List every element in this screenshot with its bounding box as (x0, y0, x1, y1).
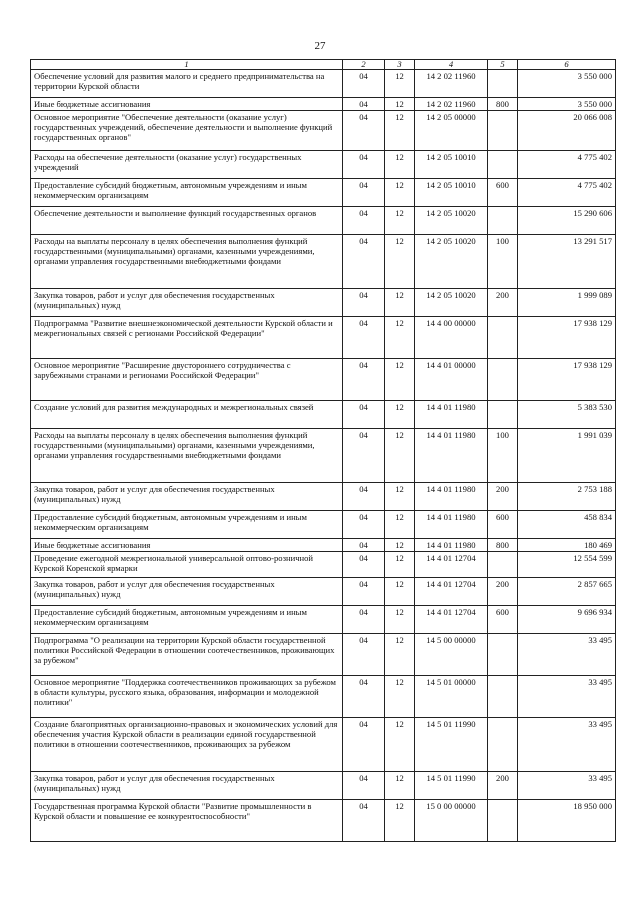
budget-table (30, 59, 616, 842)
row-expense-type-cell: 600 (488, 606, 518, 634)
row-target-article-cell: 15 0 00 00000 (415, 800, 488, 842)
row-subsection-cell: 12 (385, 235, 415, 289)
row-target-article-cell: 14 4 01 00000 (415, 359, 488, 401)
row-amount-cell: 4 775 402 (518, 151, 616, 179)
row-amount-cell: 180 469 (518, 539, 616, 552)
row-expense-type-cell (488, 151, 518, 179)
row-name-cell: Предоставление субсидий бюджетным, автономным учреждениям и иным некоммерческим организациям (31, 606, 343, 634)
table-row (31, 70, 616, 98)
row-subsection-cell: 12 (385, 634, 415, 676)
row-name-cell: Иные бюджетные ассигнования (31, 539, 343, 552)
row-expense-type-cell (488, 111, 518, 151)
row-name-cell: Закупка товаров, работ и услуг для обеспечения государственных (муниципальных) нужд (31, 483, 343, 511)
row-amount-cell: 13 291 517 (518, 235, 616, 289)
row-expense-type-cell (488, 317, 518, 359)
row-name-cell: Обеспечение деятельности и выполнение функций государственных органов (31, 207, 343, 235)
row-name-cell: Иные бюджетные ассигнования (31, 98, 343, 111)
row-name-cell: Основное мероприятие "Поддержка соотечественников проживающих за рубежом в области культуры, русского языка, образования, информации и молодежной политики" (31, 676, 343, 718)
row-section-cell: 04 (343, 207, 385, 235)
row-target-article-cell: 14 4 01 11980 (415, 483, 488, 511)
row-subsection-cell: 12 (385, 70, 415, 98)
row-section-cell: 04 (343, 401, 385, 429)
row-name-cell: Закупка товаров, работ и услуг для обеспечения государственных (муниципальных) нужд (31, 578, 343, 606)
row-section-cell: 04 (343, 289, 385, 317)
row-name-cell: Создание условий для развития международных и межрегиональных связей (31, 401, 343, 429)
row-section-cell: 04 (343, 772, 385, 800)
table-row (31, 359, 616, 401)
row-subsection-cell: 12 (385, 606, 415, 634)
row-expense-type-cell: 200 (488, 289, 518, 317)
row-target-article-cell: 14 2 05 10020 (415, 207, 488, 235)
row-expense-type-cell (488, 207, 518, 235)
row-subsection-cell: 12 (385, 401, 415, 429)
row-amount-cell: 1 991 039 (518, 429, 616, 483)
row-name-cell: Проведение ежегодной межрегиональной универсальной оптово-розничной Курской Коренской ярмарки (31, 552, 343, 578)
table-row (31, 552, 616, 578)
row-target-article-cell: 14 4 01 11980 (415, 539, 488, 552)
row-section-cell: 04 (343, 70, 385, 98)
row-target-article-cell: 14 2 05 10010 (415, 179, 488, 207)
table-row (31, 772, 616, 800)
row-target-article-cell: 14 4 01 12704 (415, 578, 488, 606)
row-amount-cell: 9 696 934 (518, 606, 616, 634)
table-row (31, 634, 616, 676)
row-section-cell: 04 (343, 578, 385, 606)
row-amount-cell: 33 495 (518, 634, 616, 676)
row-section-cell: 04 (343, 359, 385, 401)
row-target-article-cell: 14 4 01 12704 (415, 606, 488, 634)
row-name-cell: Подпрограмма "О реализации на территории Курской области государственной политики Российской Федерации в отношении соотечественников, проживающих за рубежом" (31, 634, 343, 676)
table-row (31, 151, 616, 179)
row-subsection-cell: 12 (385, 151, 415, 179)
row-amount-cell: 33 495 (518, 772, 616, 800)
row-amount-cell: 33 495 (518, 718, 616, 772)
table-body (31, 70, 616, 842)
row-amount-cell: 12 554 599 (518, 552, 616, 578)
row-name-cell: Расходы на выплаты персоналу в целях обеспечения выполнения функций государственными (муниципальными) органами, казенными учреждениями, органами управления государственными внебюджетными фондами (31, 235, 343, 289)
row-amount-cell: 18 950 000 (518, 800, 616, 842)
table-row (31, 98, 616, 111)
row-section-cell: 04 (343, 98, 385, 111)
row-expense-type-cell: 600 (488, 179, 518, 207)
header-cell: 2 (343, 60, 385, 70)
row-subsection-cell: 12 (385, 359, 415, 401)
row-target-article-cell: 14 5 01 11990 (415, 718, 488, 772)
row-subsection-cell: 12 (385, 718, 415, 772)
table-row (31, 111, 616, 151)
row-subsection-cell: 12 (385, 552, 415, 578)
row-amount-cell: 17 938 129 (518, 317, 616, 359)
row-amount-cell: 458 834 (518, 511, 616, 539)
row-section-cell: 04 (343, 151, 385, 179)
row-name-cell: Государственная программа Курской области "Развитие промышленности в Курской области и повышение ее конкурентоспособности" (31, 800, 343, 842)
row-section-cell: 04 (343, 676, 385, 718)
table-header-row (31, 60, 616, 70)
row-target-article-cell: 14 4 01 11980 (415, 511, 488, 539)
table-row (31, 800, 616, 842)
table-row (31, 401, 616, 429)
row-subsection-cell: 12 (385, 539, 415, 552)
row-expense-type-cell: 800 (488, 98, 518, 111)
row-target-article-cell: 14 4 01 11980 (415, 401, 488, 429)
table-row (31, 483, 616, 511)
row-expense-type-cell (488, 401, 518, 429)
row-subsection-cell: 12 (385, 98, 415, 111)
row-subsection-cell: 12 (385, 578, 415, 606)
row-subsection-cell: 12 (385, 676, 415, 718)
row-expense-type-cell (488, 800, 518, 842)
table-row (31, 511, 616, 539)
row-subsection-cell: 12 (385, 772, 415, 800)
row-section-cell: 04 (343, 179, 385, 207)
row-name-cell: Предоставление субсидий бюджетным, автономным учреждениям и иным некоммерческим организациям (31, 511, 343, 539)
row-expense-type-cell: 200 (488, 578, 518, 606)
row-section-cell: 04 (343, 111, 385, 151)
row-target-article-cell: 14 2 02 11960 (415, 98, 488, 111)
row-amount-cell: 20 066 008 (518, 111, 616, 151)
table-row (31, 317, 616, 359)
row-expense-type-cell (488, 676, 518, 718)
row-target-article-cell: 14 2 05 10010 (415, 151, 488, 179)
row-expense-type-cell: 200 (488, 483, 518, 511)
row-name-cell: Расходы на выплаты персоналу в целях обеспечения выполнения функций государственными (муниципальными) органами, казенными учреждениями, органами управления государственными внебюджетными фондами (31, 429, 343, 483)
row-expense-type-cell (488, 552, 518, 578)
row-name-cell: Предоставление субсидий бюджетным, автономным учреждениям и иным некоммерческим организациям (31, 179, 343, 207)
table-row (31, 539, 616, 552)
row-target-article-cell: 14 2 05 10020 (415, 289, 488, 317)
row-amount-cell: 15 290 606 (518, 207, 616, 235)
header-cell: 1 (31, 60, 343, 70)
row-name-cell: Закупка товаров, работ и услуг для обеспечения государственных (муниципальных) нужд (31, 772, 343, 800)
row-subsection-cell: 12 (385, 179, 415, 207)
row-amount-cell: 4 775 402 (518, 179, 616, 207)
row-amount-cell: 5 383 530 (518, 401, 616, 429)
row-expense-type-cell: 200 (488, 772, 518, 800)
row-name-cell: Расходы на обеспечение деятельности (оказание услуг) государственных учреждений (31, 151, 343, 179)
row-section-cell: 04 (343, 317, 385, 359)
row-amount-cell: 33 495 (518, 676, 616, 718)
row-section-cell: 04 (343, 634, 385, 676)
row-name-cell: Подпрограмма "Развитие внешнеэкономической деятельности Курской области и межрегиональных связей с регионами Российской Федерации" (31, 317, 343, 359)
row-section-cell: 04 (343, 552, 385, 578)
header-cell: 5 (488, 60, 518, 70)
row-amount-cell: 3 550 000 (518, 98, 616, 111)
row-section-cell: 04 (343, 235, 385, 289)
table-row (31, 207, 616, 235)
table-row (31, 676, 616, 718)
row-target-article-cell: 14 4 00 00000 (415, 317, 488, 359)
row-amount-cell: 1 999 089 (518, 289, 616, 317)
row-expense-type-cell: 100 (488, 235, 518, 289)
row-subsection-cell: 12 (385, 317, 415, 359)
row-expense-type-cell (488, 359, 518, 401)
table-row (31, 429, 616, 483)
row-expense-type-cell (488, 634, 518, 676)
row-name-cell: Обеспечение условий для развития малого и среднего предпринимательства на территории Курской области (31, 70, 343, 98)
row-name-cell: Закупка товаров, работ и услуг для обеспечения государственных (муниципальных) нужд (31, 289, 343, 317)
row-section-cell: 04 (343, 429, 385, 483)
row-amount-cell: 2 753 188 (518, 483, 616, 511)
row-name-cell: Основное мероприятие "Расширение двустороннего сотрудничества с зарубежными странами и регионами Российской Федерации" (31, 359, 343, 401)
row-amount-cell: 17 938 129 (518, 359, 616, 401)
row-subsection-cell: 12 (385, 207, 415, 235)
table-row (31, 578, 616, 606)
row-name-cell: Создание благоприятных организационно-правовых и экономических условий для обеспечения участия Курской области в реализации единой государственной политики в отношении соотечественников, проживающих за рубежом (31, 718, 343, 772)
row-expense-type-cell: 100 (488, 429, 518, 483)
row-target-article-cell: 14 2 05 00000 (415, 111, 488, 151)
header-cell: 4 (415, 60, 488, 70)
row-expense-type-cell: 800 (488, 539, 518, 552)
table-row (31, 718, 616, 772)
row-amount-cell: 3 550 000 (518, 70, 616, 98)
row-target-article-cell: 14 5 00 00000 (415, 634, 488, 676)
row-expense-type-cell (488, 718, 518, 772)
row-subsection-cell: 12 (385, 483, 415, 511)
row-expense-type-cell (488, 70, 518, 98)
row-section-cell: 04 (343, 718, 385, 772)
row-target-article-cell: 14 4 01 12704 (415, 552, 488, 578)
row-name-cell: Основное мероприятие "Обеспечение деятельности (оказание услуг) государственных учреждений, обеспечение деятельности и выполнение функций государственных органов" (31, 111, 343, 151)
row-target-article-cell: 14 2 05 10020 (415, 235, 488, 289)
header-cell: 6 (518, 60, 616, 70)
row-section-cell: 04 (343, 511, 385, 539)
row-amount-cell: 2 857 665 (518, 578, 616, 606)
row-subsection-cell: 12 (385, 800, 415, 842)
table-row (31, 289, 616, 317)
row-section-cell: 04 (343, 606, 385, 634)
row-section-cell: 04 (343, 539, 385, 552)
row-target-article-cell: 14 5 01 11990 (415, 772, 488, 800)
page-number: 27 (314, 40, 326, 52)
table-row (31, 179, 616, 207)
row-section-cell: 04 (343, 483, 385, 511)
row-target-article-cell: 14 4 01 11980 (415, 429, 488, 483)
table-row (31, 235, 616, 289)
row-subsection-cell: 12 (385, 111, 415, 151)
header-cell: 3 (385, 60, 415, 70)
row-subsection-cell: 12 (385, 289, 415, 317)
row-target-article-cell: 14 2 02 11960 (415, 70, 488, 98)
row-expense-type-cell: 600 (488, 511, 518, 539)
row-subsection-cell: 12 (385, 511, 415, 539)
row-section-cell: 04 (343, 800, 385, 842)
row-subsection-cell: 12 (385, 429, 415, 483)
row-target-article-cell: 14 5 01 00000 (415, 676, 488, 718)
table-row (31, 606, 616, 634)
